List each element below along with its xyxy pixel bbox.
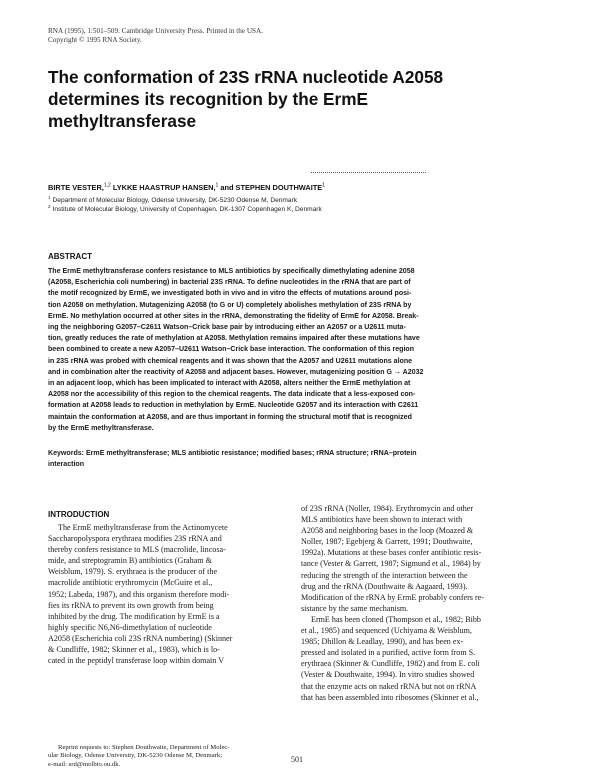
- journal-citation: [48, 27, 368, 45]
- body-line: highly specific N6,N6-dimethylation of nucleotide: [48, 622, 212, 632]
- body-line: MLS antibiotics have been shown to interact with: [301, 515, 463, 525]
- journal-line: RNA (1995), 1:501–509. Cambridge University Press. Printed in the USA.: [48, 27, 264, 35]
- affiliation: [48, 196, 322, 205]
- body-line: & Cundliffe, 1982; Skinner et al., 1983), which is lo-: [48, 645, 220, 655]
- body-line: et al., 1985) and sequenced (Uchiyama & Weisblum,: [301, 626, 472, 636]
- body-line: 1952; Labeda, 1987), and this organism therefore modi-: [48, 589, 230, 599]
- affiliation-text: Institute of Molecular Biology, University of Copenhagen, DK-1307 Copenhagen K, Denmark: [52, 206, 322, 213]
- footnote-line: e-mail: srd@molbio.ou.dk.: [48, 760, 121, 768]
- body-line: that the enzyme acts on naked rRNA but not on rRNA: [301, 681, 477, 691]
- body-line: fies its rRNA to prevent its own growth from being: [48, 600, 214, 610]
- body-line: Noller, 1987; Egebjerg & Garrett, 1991; Douthwaite,: [301, 537, 473, 547]
- body-line: 1985; Dhillon & Leadlay, 1990), and has been ex-: [301, 637, 464, 647]
- body-line: tance (Vester & Garrett, 1987; Sigmund et al., 1984) by: [301, 559, 481, 569]
- body-line: ErmE has been cloned (Thompson et al., 1982; Bibb: [311, 614, 481, 624]
- body-line: that has been assembled into ribosomes (Skinner et al.,: [301, 692, 479, 702]
- abstract-line: The ErmE methyltransferase confers resistance to MLS antibiotics by specifically dimethylating adenine 2058: [48, 268, 415, 275]
- body-line: inhibited by the drug. The modification by ErmE is a: [48, 611, 220, 621]
- keywords-line: interaction: [48, 460, 85, 468]
- affiliation-mark: 1: [48, 194, 51, 200]
- keywords: [48, 449, 554, 470]
- body-line: macrolide antibiotic erythromycin (McGuire et al.,: [48, 578, 213, 588]
- author-name: LYKKE HAASTRUP HANSEN,: [110, 183, 216, 192]
- abstract-line: in 23S rRNA was probed with chemical reagents and it was shown that the A2057 and U2611 mutations alone: [48, 357, 413, 365]
- body-line: pressed and isolated in a purified, active form from S.: [301, 648, 476, 658]
- abstract-line: formation at A2058 leads to reduction in methylation by ErmE. Nucleotide G2057 and its interaction with C2611: [48, 402, 419, 410]
- journal-line: Copyright © 1995 RNA Society.: [48, 36, 142, 44]
- body-line: A2058 and neighboring bases in the loop (Moazed &: [301, 526, 474, 536]
- title-divider: [311, 172, 426, 173]
- abstract-line: A2058 nor the accessibility of this region to the chemical reagents. The data indicate that a less-exposed con-: [48, 391, 416, 399]
- affiliation: [48, 205, 322, 214]
- footnote-line: Reprint requests to: Stephen Douthwaite, Department of Molec-: [58, 744, 230, 751]
- introduction-heading: INTRODUCTION: [48, 510, 110, 519]
- body-column-right: [301, 503, 547, 703]
- author-name: and STEPHEN DOUTHWAITE: [218, 183, 323, 192]
- body-line: Modification of the rRNA by ErmE probably confers re-: [301, 592, 484, 602]
- abstract-heading: ABSTRACT: [48, 252, 92, 261]
- affiliation-mark: 2: [48, 203, 51, 209]
- reprint-footnote: [48, 744, 294, 769]
- abstract-line: ing the neighboring G2057–C2611 Watson–Crick base pair by introducing either an A2057 or a U2611 muta-: [48, 324, 406, 332]
- title-line: methyltransferase: [48, 111, 197, 131]
- author-affiliation-mark: 1,2: [103, 182, 111, 189]
- body-line: erythraea (Skinner & Cundliffe, 1982) and from E. coli: [301, 659, 480, 669]
- abstract-line: (A2058, Escherichia coli numbering) in bacterial 23S rRNA. To define nucleotides in the rRNA that are part of: [48, 279, 411, 287]
- abstract-line: in an adjacent loop, which has been implicated to interact with A2058, alters neither the ErmE methylation at: [48, 380, 411, 388]
- abstract-line: tion, greatly reduces the rate of methylation at A2058. Methylation remains impaired after these mutations have: [48, 335, 420, 343]
- author-affiliation-mark: 1: [215, 182, 219, 189]
- body-line: A2058 (Escherichia coli 23S rRNA numbering) (Skinner: [48, 633, 233, 643]
- title-line: determines its recognition by the ErmE: [48, 89, 368, 109]
- body-line: mide, and streptogramin B) antibiotics (Graham &: [48, 556, 212, 566]
- body-line: Weisblum, 1979). S. erythraea is the producer of the: [48, 567, 218, 577]
- affiliations: [48, 196, 322, 214]
- body-line: drug and the rRNA (Douthwaite & Aagaard, 1993).: [301, 581, 468, 591]
- abstract-body: [48, 266, 554, 434]
- title-line: The conformation of 23S rRNA nucleotide A2058: [48, 67, 444, 87]
- abstract-line: the motif recognized by ErmE, we investigated both in vivo and in vitro the effects of mutations around posi-: [48, 290, 412, 298]
- body-line: of 23S rRNA (Noller, 1984). Erythromycin and other: [301, 504, 474, 513]
- abstract-line: and in combination alter the reactivity of A2058 and adjacent bases. However, mutagenizing position G → A2032: [48, 368, 424, 376]
- abstract-line: been combined to create a new A2057–U2611 Watson–Crick base interaction. The conformation of this region: [48, 346, 415, 354]
- body-line: thereby confers resistance to MLS (macrolide, lincosa-: [48, 545, 226, 555]
- page-number: 501: [291, 755, 303, 764]
- body-line: Saccharopolyspora erythraea modifies 23S rRNA and: [48, 534, 222, 544]
- body-line: (Vester & Douthwaite, 1994). In vitro studies showed: [301, 670, 475, 680]
- body-line: reducing the strength of the interaction between the: [301, 570, 468, 580]
- body-line: 1992a). Mutations at these bases confer antibiotic resis-: [301, 548, 482, 558]
- abstract-line: by the ErmE methyltransferase.: [48, 424, 154, 432]
- keywords-line: Keywords: ErmE methyltransferase; MLS antibiotic resistance; modified bases; rRNA structure; rRNA–protein: [48, 450, 417, 457]
- body-line: sistance by the same mechanism.: [301, 603, 409, 613]
- footnote-line: ular Biology, Odense University, DK-5230 Odense M, Denmark;: [48, 752, 223, 760]
- affiliation-text: Department of Molecular Biology, Odense University, DK-5230 Odense M, Denmark: [52, 197, 298, 204]
- author-name: BIRTE VESTER,: [48, 183, 104, 192]
- abstract-line: maintain the conformation at A2058, and are thus important in forming the structural motif that is recognized: [48, 413, 412, 421]
- author-affiliation-mark: 1: [322, 182, 325, 189]
- abstract-line: ErmE. No methylation occurred at other sites in the rRNA, demonstrating the fidelity of ErmE for A2058. Break-: [48, 312, 419, 320]
- abstract-line: tion A2058 on methylation. Mutagenizing A2058 (to G or U) completely abolishes methylation of 23S rRNA by: [48, 301, 412, 309]
- body-line: cated in the peptidyl transferase loop within domain V: [48, 656, 225, 666]
- body-line: The ErmE methyltransferase from the Actinomycete: [58, 523, 228, 532]
- body-column-left: [48, 522, 294, 666]
- article-title: [48, 66, 518, 132]
- author-list: [48, 183, 325, 193]
